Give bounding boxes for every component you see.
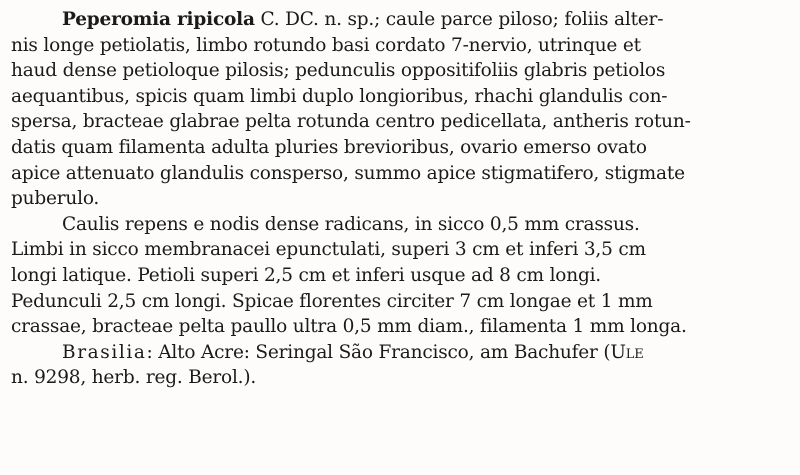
locality-country: Brasilia	[62, 341, 147, 363]
species-name: Peperomia ripicola	[62, 9, 255, 30]
description-line-6: datis quam filamenta adulta pluries brevioribus, ovario emerso ovato	[11, 136, 647, 158]
measurements-line-2: Limbi in sicco membranacei epunctulati, superi 3 cm et inferi 3,5 cm	[11, 239, 646, 261]
description-line-3: haud dense petioloque pilosis; pedunculis oppositifoliis glabris petiolos	[11, 60, 666, 82]
description-line-1	[11, 7, 791, 33]
measurements-line-5: crassae, bracteae pelta paullo ultra 0,5 mm diam., filamenta 1 mm longa.	[11, 316, 687, 338]
description-line-5: spersa, bracteae glabrae pelta rotunda centro pedicellata, antheris rotun-	[11, 111, 691, 133]
description-line-4: aequantibus, spicis quam limbi duplo longioribus, rhachi glandulis con-	[11, 85, 668, 107]
description-line-7: apice attenuato glandulis consperso, summo apice stigmatifero, stigmate	[11, 162, 685, 184]
measurements-line-3: longi latique. Petioli superi 2,5 cm et inferi usque ad 8 cm longi.	[11, 264, 601, 286]
measurements-line-4: Pedunculi 2,5 cm longi. Spicae florentes circiter 7 cm longae et 1 mm	[11, 290, 653, 312]
text-block	[11, 7, 791, 391]
locality-line-1-rest: : Alto Acre: Seringal São Francisco, am Bachufer (	[146, 341, 611, 363]
description-line-2: nis longe petiolatis, limbo rotundo basi cordato 7-nervio, utrinque et	[11, 34, 641, 56]
locality-line-1	[11, 340, 791, 366]
locality-line-2: n. 9298, herb. reg. Berol.).	[11, 367, 257, 389]
description-line-1-rest: C. DC. n. sp.; caule parce piloso; foliis alter-	[254, 9, 664, 30]
collector-name: Ule	[610, 341, 644, 363]
measurements-line-1: Caulis repens e nodis dense radicans, in sicco 0,5 mm crassus.	[62, 213, 640, 235]
description-line-8: puberulo.	[11, 188, 100, 210]
